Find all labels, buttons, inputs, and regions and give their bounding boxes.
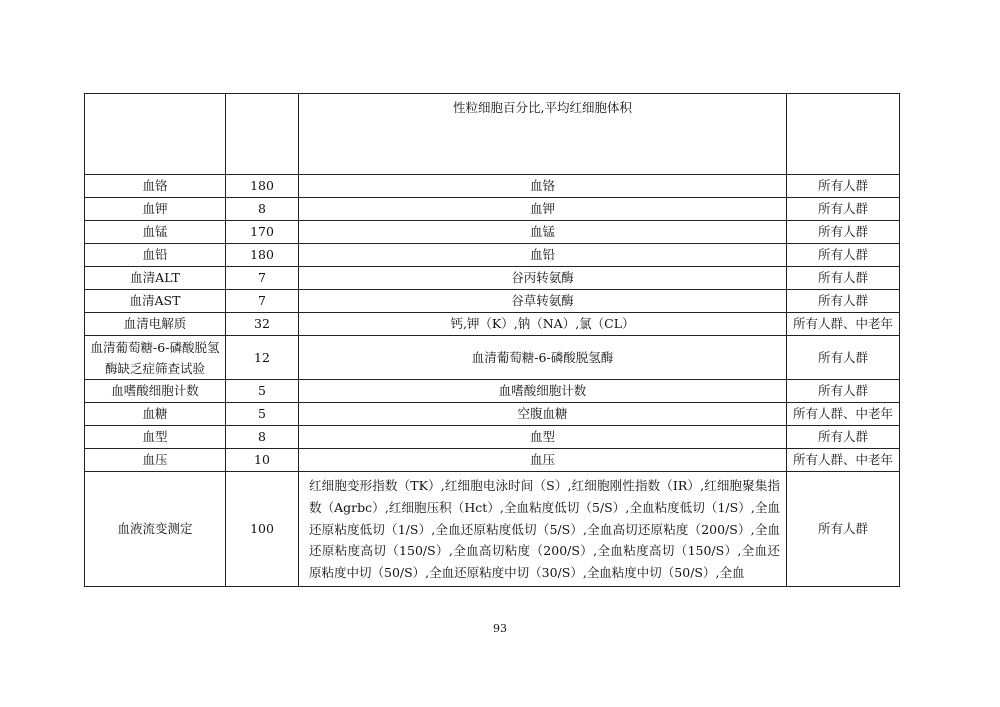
description-cell: 空腹血糖: [299, 403, 787, 426]
table-row: [85, 94, 900, 175]
table-row: [85, 403, 900, 426]
group-cell: 所有人群: [787, 336, 900, 380]
description-cell: 性粒细胞百分比,平均红细胞体积: [299, 94, 787, 175]
group-cell: 所有人群: [787, 472, 900, 587]
table-row: [85, 221, 900, 244]
table-row: [85, 336, 900, 380]
description-cell: [299, 472, 787, 587]
price-cell: 180: [226, 175, 299, 198]
price-cell: 100: [226, 472, 299, 587]
group-cell: 所有人群: [787, 380, 900, 403]
group-cell: 所有人群、中老年: [787, 403, 900, 426]
exam-items-table: [84, 93, 900, 587]
description-cell: 血型: [299, 426, 787, 449]
item-cell: [85, 94, 226, 175]
table-row: [85, 313, 900, 336]
description-cell: 血嗜酸细胞计数: [299, 380, 787, 403]
description-cell: 血压: [299, 449, 787, 472]
item-cell: 血钾: [85, 198, 226, 221]
price-cell: 7: [226, 290, 299, 313]
table-row: [85, 175, 900, 198]
price-cell: 8: [226, 198, 299, 221]
item-cell: 血锰: [85, 221, 226, 244]
group-cell: 所有人群: [787, 290, 900, 313]
table-row: [85, 267, 900, 290]
item-cell: 血清葡萄糖-6-磷酸脱氢酶缺乏症筛查试验: [85, 336, 226, 380]
description-cell: 血锰: [299, 221, 787, 244]
table-row: [85, 449, 900, 472]
price-cell: 170: [226, 221, 299, 244]
item-cell: 血糖: [85, 403, 226, 426]
item-cell: 血清ALT: [85, 267, 226, 290]
group-cell: 所有人群: [787, 175, 900, 198]
price-cell: 7: [226, 267, 299, 290]
description-cell: 谷草转氨酶: [299, 290, 787, 313]
group-cell: 所有人群: [787, 244, 900, 267]
description-cell: 钙,钾（K）,钠（NA）,氯（CL）: [299, 313, 787, 336]
description-cell: 血清葡萄糖-6-磷酸脱氢酶: [299, 336, 787, 380]
item-cell: 血铬: [85, 175, 226, 198]
description-cell: 血钾: [299, 198, 787, 221]
group-cell: 所有人群: [787, 426, 900, 449]
price-cell: 5: [226, 403, 299, 426]
group-cell: 所有人群: [787, 198, 900, 221]
group-cell: 所有人群、中老年: [787, 313, 900, 336]
item-cell: 血清AST: [85, 290, 226, 313]
description-cell: 血铅: [299, 244, 787, 267]
table-row: [85, 426, 900, 449]
table-row: [85, 198, 900, 221]
price-cell: [226, 94, 299, 175]
description-text: 红细胞变形指数（TK）,红细胞电泳时间（S）,红细胞刚性指数（IR）,红细胞聚集指数（Agrbc）,红细胞压积（Hct）,全血粘度低切（5/S）,全血粘度低切（1/S）,全血还原粘度低切（1/S）,全血还原粘度低切（5/S）,全血高切还原粘度（200/S）,全血还原粘度高切（150/S）,全血高切粘度（200/S）,全血粘度高切（150/S）,全血还原粘度中切（50/S）,全血还原粘度中切（30/S）,全血粘度中切（50/S）,全血: [309, 478, 780, 581]
item-cell: 血液流变测定: [85, 472, 226, 587]
group-cell: 所有人群: [787, 267, 900, 290]
group-cell: [787, 94, 900, 175]
item-cell: 血型: [85, 426, 226, 449]
table-row: [85, 380, 900, 403]
item-cell: 血压: [85, 449, 226, 472]
page-number: 93: [493, 622, 507, 635]
table-row: [85, 472, 900, 587]
description-cell: 血铬: [299, 175, 787, 198]
price-cell: 8: [226, 426, 299, 449]
group-cell: 所有人群、中老年: [787, 449, 900, 472]
item-cell: 血铅: [85, 244, 226, 267]
description-cell: 谷丙转氨酶: [299, 267, 787, 290]
item-cell: 血清电解质: [85, 313, 226, 336]
price-cell: 32: [226, 313, 299, 336]
table-row: [85, 290, 900, 313]
price-cell: 180: [226, 244, 299, 267]
group-cell: 所有人群: [787, 221, 900, 244]
item-cell: 血嗜酸细胞计数: [85, 380, 226, 403]
price-cell: 10: [226, 449, 299, 472]
price-cell: 5: [226, 380, 299, 403]
table-row: [85, 244, 900, 267]
price-cell: 12: [226, 336, 299, 380]
